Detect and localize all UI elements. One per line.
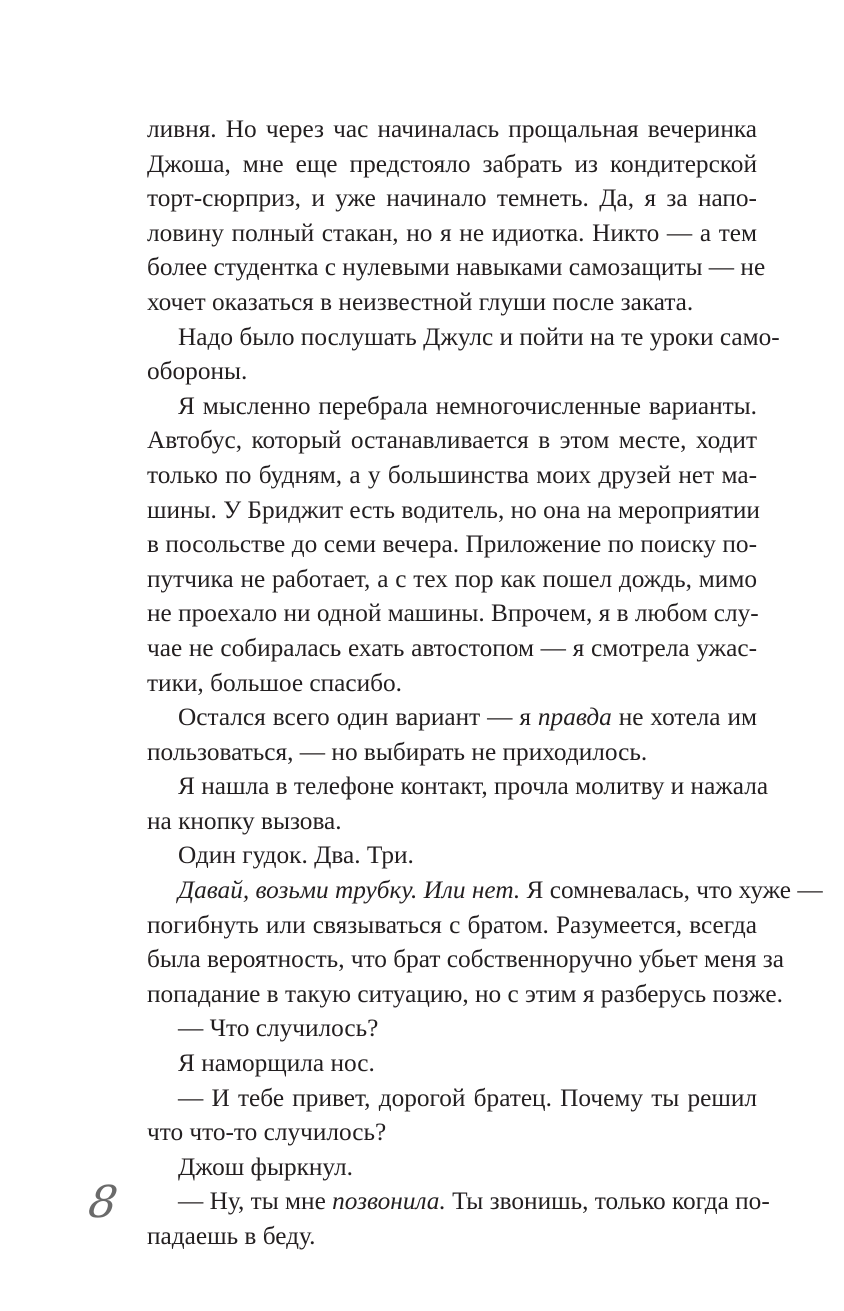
paragraph-4 <box>147 700 757 769</box>
paragraph-8 <box>147 1011 757 1046</box>
text-line: ловину полный стакан, но я не идиотка. Никто — а тем <box>147 218 757 247</box>
text-line <box>147 873 823 908</box>
paragraph-6 <box>147 838 757 873</box>
paragraph-3 <box>147 389 760 700</box>
text-run: Я сомневалась, что хуже — <box>520 876 823 905</box>
text-line: что что-то случилось? <box>147 1118 387 1147</box>
text-line: Джоша, мне еще предстояло забрать из кондитерской <box>147 149 757 178</box>
text-line: путчика не работает, а с тех пор как пошел дождь, мимо <box>147 564 757 593</box>
paragraph-5 <box>147 769 769 838</box>
text-line <box>147 700 757 735</box>
text-line: Джош фыркнул. <box>178 1152 353 1181</box>
text-line: — И тебе привет, дорогой братец. Почему ты решил <box>178 1083 757 1112</box>
text-run: Ты звонишь, только когда по- <box>445 1187 770 1216</box>
paragraph-9 <box>147 1046 757 1081</box>
text-line: Я мысленно перебрала немногочисленные варианты. <box>178 391 757 420</box>
text-line <box>147 1184 770 1219</box>
text-line: торт-сюрприз, и уже начинало темнеть. Да, я за напо- <box>147 184 757 213</box>
paragraph-1 <box>147 112 766 320</box>
italic-text: позвонила. <box>332 1187 446 1216</box>
text-line: Надо было послушать Джулс и пойти на те уроки само- <box>178 322 780 351</box>
text-line: хочет оказаться в неизвестной глуши после заката. <box>147 287 694 316</box>
paragraph-11 <box>147 1150 757 1185</box>
text-line: Я нашла в телефоне контакт, прочла молитву и нажала <box>178 772 769 801</box>
text-line: на кнопку вызова. <box>147 806 342 835</box>
text-line: чае не собиралась ехать автостопом — я смотрела ужас- <box>147 633 757 662</box>
text-line: более студентка с нулевыми навыками самозащиты — не <box>147 253 766 282</box>
text-line: Я наморщила нос. <box>178 1049 375 1078</box>
text-line: ливня. Но через час начиналась прощальная вечеринка <box>147 115 757 143</box>
text-line: Автобус, который останавливается в этом месте, ходит <box>147 426 757 455</box>
text-line: Один гудок. Два. Три. <box>178 841 414 870</box>
italic-text: Давай, возьми трубку. Или нет. <box>178 876 521 905</box>
text-line: тики, большое спасибо. <box>147 668 403 697</box>
text-run: — Ну, ты мне <box>178 1187 333 1216</box>
paragraph-12 <box>147 1184 770 1253</box>
paragraph-7 <box>147 873 823 1011</box>
text-line: пользоваться, — но выбирать не приходилось. <box>147 737 648 766</box>
text-line: шины. У Бриджит есть водитель, но она на мероприятии <box>147 495 760 524</box>
text-run: Остался всего один вариант — я <box>178 703 538 732</box>
page-number: 8 <box>85 1177 121 1228</box>
text-line: погибнуть или связываться с братом. Разумеется, всегда <box>147 910 757 939</box>
text-line: была вероятность, что брат собственноручно убьет меня за <box>147 945 785 974</box>
text-line: в посольстве до семи вечера. Приложение по поиску по- <box>147 530 757 559</box>
text-line: только по будням, а у большинства моих друзей нет ма- <box>147 460 757 489</box>
text-line: не проехало ни одной машины. Впрочем, я в любом слу- <box>147 599 759 628</box>
text-line: обороны. <box>147 357 248 386</box>
text-line: попадание в такую ситуацию, но с этим я разберусь позже. <box>147 979 783 1008</box>
text-line: падаешь в беду. <box>147 1222 316 1250</box>
text-line: — Что случилось? <box>178 1014 379 1043</box>
paragraph-2 <box>147 320 780 389</box>
body-text <box>147 112 823 1254</box>
italic-text: правда <box>537 703 612 732</box>
paragraph-10 <box>147 1081 757 1150</box>
text-run: не хотела им <box>611 703 757 732</box>
